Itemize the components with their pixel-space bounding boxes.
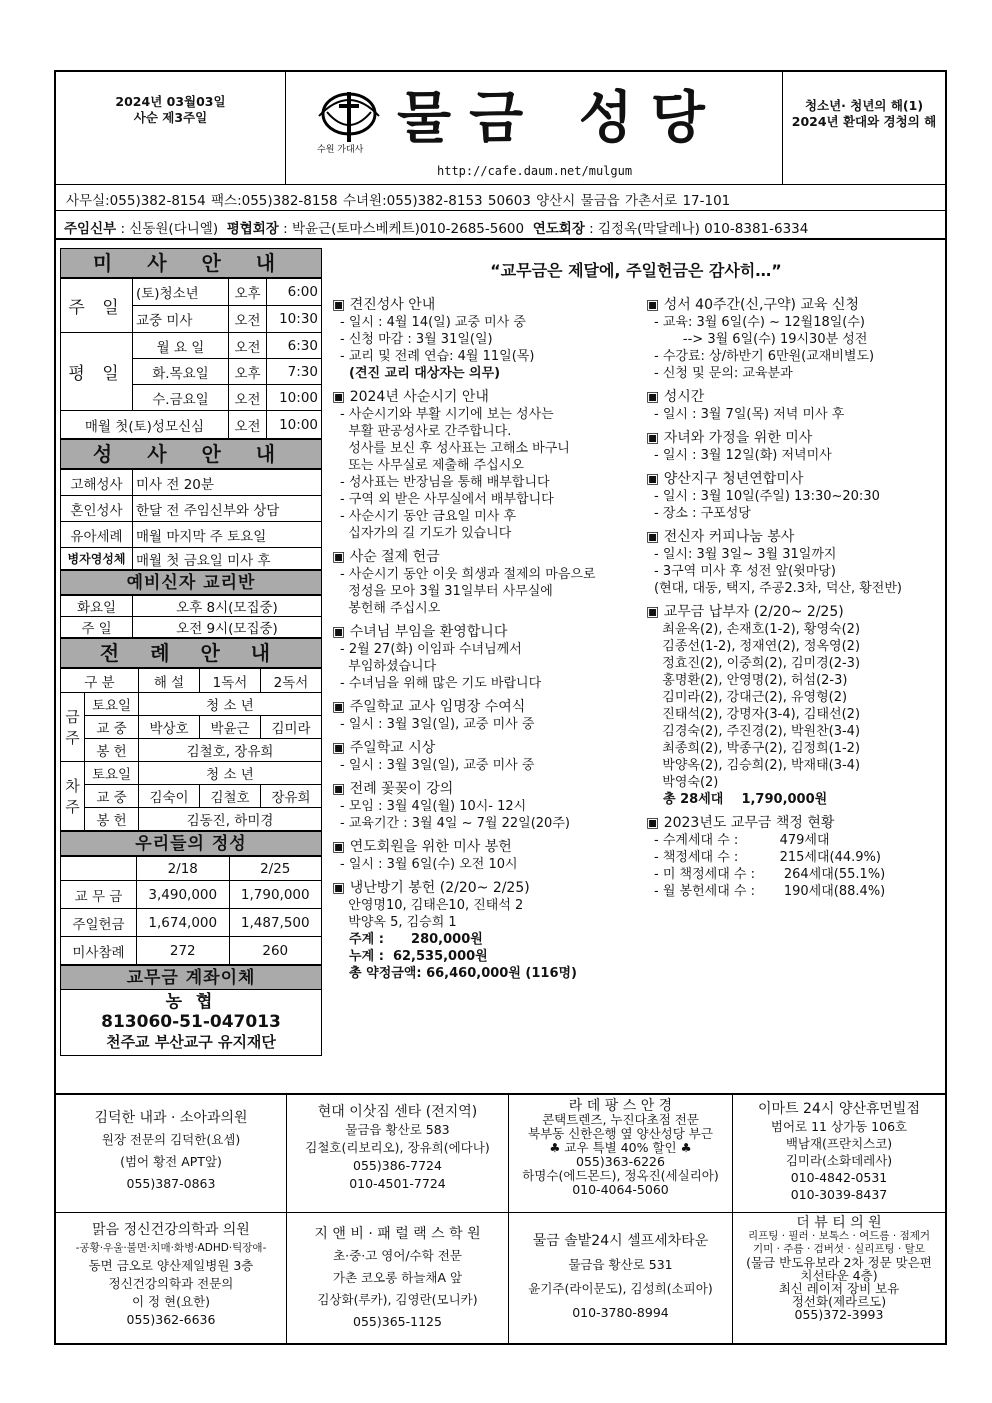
mass-day: 월 요 일	[133, 333, 229, 359]
ad-box	[509, 1213, 733, 1345]
year-theme-1: 청소년· 청년의 해(1)	[804, 98, 924, 113]
ad-line: 055)363-6226	[576, 1154, 665, 1169]
contact-line: 사무실:055)382-8154 팩스:055)382-8158 수녀원:055)382-8153 50603 양산시 물금읍 가촌서로 17-101	[56, 185, 945, 211]
liturgy-heading: 전 례 안 내	[60, 638, 322, 668]
notice-block	[332, 838, 632, 873]
mass-schedule-table	[60, 278, 322, 439]
bank-name: 농 협	[165, 992, 217, 1012]
sacrament-name: 혼인성사	[61, 496, 133, 522]
ad-line: 055)386-7724	[353, 1158, 442, 1173]
liturgy-assignee: 박상호	[139, 716, 200, 739]
ad-line: 백남재(프란치스코)	[785, 1136, 893, 1151]
sacrament-info: 한달 전 주임신부와 상담	[133, 496, 322, 522]
notice-title: ▣ 견진성사 안내	[332, 296, 632, 314]
notice-line: (현대, 대동, 택지, 주공2.3차, 덕산, 황전반)	[654, 581, 902, 596]
notice-title: ▣ 성서 40주간(신,구약) 교육 신청	[646, 296, 946, 314]
ad-line: 윤기주(라이문도), 김성희(소피아)	[528, 1281, 713, 1296]
mass-ampm: 오후	[229, 359, 267, 385]
notice-block	[332, 698, 632, 733]
liturgy-assignee: 청 소 년	[139, 693, 322, 716]
notice-line: 성사를 보신 후 성사표는 고해소 바구니	[340, 441, 570, 456]
sacrament-name: 고해성사	[61, 470, 133, 496]
ad-line: 맑음 정신건강의학과 의원	[92, 1222, 250, 1238]
ad-box	[56, 1213, 287, 1345]
ad-line: 현대 이삿짐 센타 (전지역)	[317, 1104, 478, 1120]
sacrament-heading: 성 사 안 내	[60, 439, 322, 469]
ad-line: 치선타운 4층)	[800, 1268, 878, 1283]
ad-line: 010-4501-7724	[349, 1176, 446, 1191]
notice-line: - 신청 마감 : 3월 31일(일)	[340, 332, 493, 347]
notice-title: ▣ 성시간	[646, 388, 946, 406]
notice-line: 십자가의 길 기도가 있습니다	[340, 526, 512, 541]
notice-line: - 일시 : 3월 3일(일), 교중 미사 중	[340, 717, 535, 732]
notice-line: - 장소 : 구포성당	[654, 506, 751, 521]
mass-time: 10:00	[267, 411, 322, 439]
notice-block	[646, 528, 946, 597]
account-heading: 교무금 계좌이체	[60, 965, 322, 990]
first-saturday-label: 매월 첫(토)성모신심	[61, 411, 229, 439]
offering-amount: 1,790,000	[229, 881, 322, 909]
ad-box	[287, 1095, 509, 1213]
class-time: 오전 9시(모집중)	[133, 617, 322, 638]
account-number: 813060-51-047013	[101, 1012, 281, 1032]
offering-label: 교 무 금	[61, 881, 137, 909]
notice-line: - 구역 외 받은 사무실에서 배부합니다	[340, 492, 554, 507]
notice-block	[646, 603, 946, 808]
mass-ampm: 오후	[229, 279, 267, 306]
notice-line: - 미 책정세대 수 : 264세대(55.1%)	[654, 867, 886, 882]
notice-block	[332, 879, 632, 982]
sacrament-info: 미사 전 20분	[133, 470, 322, 496]
notice-line: 김경숙(2), 주진경(2), 박원찬(3-4)	[654, 724, 861, 739]
notice-line: - 일시 : 3월 3일(일), 교중 미사 중	[340, 758, 535, 773]
logo-text: 수원 가대사	[317, 145, 364, 155]
notice-line: (견진 교리 대상자는 의무)	[340, 366, 501, 381]
notice-block	[332, 388, 632, 542]
notice-line: 최종희(2), 박종구(2), 김정희(1-2)	[654, 741, 861, 756]
liturgy-assignee: 김철호	[200, 785, 261, 808]
sacrament-name: 병자영성체	[61, 548, 133, 570]
notice-line: 박양옥 5, 김승희 1	[340, 915, 457, 930]
bulletin-page	[54, 70, 947, 1345]
notice-line: 총 28세대 1,790,000원	[654, 792, 828, 807]
notice-line: 총 약정금액: 66,460,000원 (116명)	[340, 966, 577, 981]
notice-line: - 사순시기와 부활 시기에 보는 성사는	[340, 407, 554, 422]
notice-title: ▣ 냉난방기 봉헌 (2/20~ 2/25)	[332, 879, 632, 897]
notice-line: - 3구역 미사 후 성전 앞(윗마당)	[654, 564, 836, 579]
catechumen-heading: 예비신자 교리반	[60, 570, 322, 595]
sacrament-name: 유아세례	[61, 522, 133, 548]
mass-ampm: 오전	[229, 385, 267, 411]
notice-block	[332, 296, 632, 382]
liturgy-row-label: 토요일	[85, 762, 139, 785]
offering-label: 미사참례	[61, 937, 137, 965]
liturgy-col-head: 구 분	[61, 669, 139, 693]
officer-name: : 박윤근(토마스베케트)010-2685-5600	[278, 221, 525, 237]
notice-line: - 일시 : 3월 6일(수) 오전 10시	[340, 857, 518, 872]
notice-line: - 일시: 3월 3일~ 3월 31일까지	[654, 547, 837, 562]
ad-line: 010-3780-8994	[572, 1305, 669, 1320]
ad-box	[56, 1095, 287, 1213]
ad-line: 김덕한 내과 · 소아과의원	[94, 1110, 248, 1126]
ad-line: 이마트 24시 양산휴먼빌점	[758, 1101, 920, 1117]
notice-line: 주계 : 280,000원	[340, 932, 483, 947]
notice-line: - 일시 : 4월 14(일) 교중 미사 중	[340, 315, 526, 330]
mass-time: 7:30	[267, 359, 322, 385]
mass-time: 6:00	[267, 279, 322, 306]
notice-block	[332, 548, 632, 617]
liturgy-assignee: 김숙이	[139, 785, 200, 808]
offering-amount: 272	[137, 937, 230, 965]
sacrament-info: 매월 첫 금요일 미사 후	[133, 548, 322, 570]
ad-line: 055)372-3993	[794, 1307, 884, 1322]
notice-line: - 책정세대 수 : 215세대(44.9%)	[654, 850, 881, 865]
notice-line: 부활 판공성사로 간주합니다.	[340, 424, 512, 439]
officers-line	[56, 212, 945, 240]
ad-line: 010-4064-5060	[572, 1182, 669, 1197]
offering-date: 2/25	[229, 857, 322, 881]
class-day: 주 일	[61, 617, 133, 638]
offering-table	[60, 856, 322, 965]
ad-line: (범어 황전 APT앞)	[120, 1154, 222, 1169]
ad-line: 055)365-1125	[353, 1314, 442, 1329]
liturgy-assignee: 김철호, 장유희	[139, 739, 322, 762]
notice-line: 정효진(2), 이중희(2), 김미경(2-3)	[654, 656, 861, 671]
mass-time: 10:30	[267, 306, 322, 333]
notice-title: ▣ 양산지구 청년연합미사	[646, 470, 946, 488]
ad-line: ♣ 교우 특별 40% 할인 ♣	[549, 1140, 692, 1155]
mass-ampm: 오전	[229, 333, 267, 359]
liturgy-row-label: 교 중	[85, 785, 139, 808]
notice-block	[646, 429, 946, 464]
liturgy-row-label: 토요일	[85, 693, 139, 716]
weekday-label: 평 일	[61, 333, 133, 411]
notice-line: 홍명환(2), 안영명(2), 허섬(2-3)	[654, 673, 848, 688]
notice-line: - 수녀님을 위해 많은 기도 바랍니다	[340, 676, 542, 691]
notice-line: - 일시 : 3월 7일(목) 저녁 미사 후	[654, 407, 845, 422]
ad-box	[733, 1213, 945, 1345]
liturgy-assignee: 김미라	[261, 716, 322, 739]
notice-line: 박영숙(2)	[654, 775, 719, 790]
offering-corner	[61, 857, 137, 881]
notice-title: ▣ 수녀님 부임을 환영합니다	[332, 623, 632, 641]
liturgy-col-head: 2독서	[261, 669, 322, 693]
sacrament-table	[60, 469, 322, 570]
ad-line: 010-4842-0531	[790, 1170, 888, 1185]
notice-block	[646, 296, 946, 382]
offering-amount: 260	[229, 937, 322, 965]
notice-line: - 일시 : 3월 12일(화) 저녁미사	[654, 448, 832, 463]
notice-line: - 신청 및 문의: 교육분과	[654, 366, 793, 381]
notice-title: ▣ 교무금 납부자 (2/20~ 2/25)	[646, 603, 946, 621]
notices-column-2	[646, 296, 946, 906]
offering-heading: 우리들의 정성	[60, 831, 322, 856]
account-holder: 천주교 부산교구 유지재단	[106, 1033, 276, 1051]
notice-title: ▣ 사순 절제 헌금	[332, 548, 632, 566]
ad-box	[733, 1095, 945, 1213]
ad-line: 원장 전문의 김덕한(요셉)	[101, 1132, 241, 1147]
notice-title: ▣ 주일학교 시상	[332, 739, 632, 757]
notice-line: 정성을 모아 3월 31일부터 사무실에	[340, 584, 553, 599]
ad-line: 가촌 코오롱 하늘채A 앞	[332, 1270, 463, 1285]
mass-day: 수.금요일	[133, 385, 229, 411]
ad-line: 지 앤 비 · 패 럴 랙 스 학 원	[314, 1226, 481, 1242]
liturgy-assignee: 청 소 년	[139, 762, 322, 785]
ad-line: 범어로 11 상가동 106호	[770, 1119, 908, 1134]
notice-line: - 교육기간 : 3월 4일 ~ 7월 22일(20주)	[340, 816, 570, 831]
notice-line: - 2월 27(화) 이임파 수녀님께서	[340, 642, 522, 657]
ad-line: 리프팅 · 필러 · 보톡스 · 여드름 · 점제거	[747, 1230, 931, 1242]
notice-title: ▣ 자녀와 가정을 위한 미사	[646, 429, 946, 447]
liturgy-col-head: 해 설	[139, 669, 200, 693]
ad-line: 콘택트렌즈, 누진다초점 전문	[542, 1112, 699, 1127]
notice-block	[646, 814, 946, 900]
sacrament-info: 매월 마지막 주 토요일	[133, 522, 322, 548]
ad-line: 북부동 신한은행 옆 양산성당 부근	[528, 1126, 713, 1141]
notice-title: ▣ 2024년 사순시기 안내	[332, 388, 632, 406]
offering-amount: 3,490,000	[137, 881, 230, 909]
notice-line: 박양옥(2), 김승희(2), 박재태(3-4)	[654, 758, 861, 773]
liturgy-table	[60, 668, 322, 831]
liturgy-assignee: 장유희	[261, 785, 322, 808]
mass-schedule-heading: 미 사 안 내	[60, 248, 322, 278]
year-theme-2: 2024년 환대와 경청의 해	[791, 114, 937, 129]
notice-block	[332, 780, 632, 832]
date-box	[56, 72, 286, 185]
account-box	[60, 990, 322, 1056]
officer-role: 평협회장	[226, 221, 279, 237]
mass-time: 10:00	[267, 385, 322, 411]
notice-title: ▣ 2023년도 교무금 책정 현황	[646, 814, 946, 832]
liturgy-col-head: 1독서	[200, 669, 261, 693]
notice-line: 누계 : 62,535,000원	[340, 949, 488, 964]
mass-day: (토)청소년	[133, 279, 229, 306]
liturgical-season: 사순 제3주일	[133, 110, 208, 125]
ad-line: 더 뷰 티 의 원	[796, 1215, 882, 1231]
notice-line: - 사순시기 동안 금요일 미사 후	[340, 509, 517, 524]
notice-line: - 모임 : 3월 4일(월) 10시- 12시	[340, 799, 527, 814]
notice-block	[646, 388, 946, 423]
notice-line: - 수강료: 상/하반기 6만원(교재비별도)	[654, 349, 875, 364]
ad-box	[287, 1213, 509, 1345]
cafe-url[interactable]: http://cafe.daum.net/mulgum	[437, 164, 633, 178]
notice-line: - 사순시기 동안 이웃 희생과 절제의 마음으로	[340, 567, 596, 582]
next-week-label: 차 주	[61, 762, 85, 831]
notice-line: 최윤옥(2), 손재호(1-2), 황영숙(2)	[654, 622, 861, 637]
ad-line: 정신건강의학과 전문의	[108, 1276, 234, 1291]
ad-line: 물금 솔밭24시 셀프세차타운	[532, 1233, 709, 1249]
ad-line: 동면 금오로 양산제일병원 3층	[88, 1258, 254, 1273]
notice-line: 부임하셨습니다	[340, 659, 437, 674]
notices-column-1	[332, 296, 632, 988]
ads-area	[56, 1093, 945, 1343]
year-theme-box	[782, 72, 945, 185]
class-time: 오후 8시(모집중)	[133, 596, 322, 617]
notice-line: --> 3월 6일(수) 19시30분 성전	[654, 332, 868, 347]
ad-line: 하명수(에드몬드), 정옥진(세실리아)	[522, 1168, 719, 1183]
notice-line: - 성사표는 반장님을 통해 배부합니다	[340, 475, 550, 490]
offering-amount: 1,487,500	[229, 909, 322, 937]
liturgy-row-label: 봉 헌	[85, 739, 139, 762]
ad-line: 김철호(리보리오), 장유희(에다나)	[305, 1140, 490, 1155]
notice-title: ▣ 전례 꽃꽂이 강의	[332, 780, 632, 798]
notice-block	[332, 623, 632, 692]
notice-line: 김미라(2), 강대근(2), 유영형(2)	[654, 690, 848, 705]
officer-name: : 신동원(다니엘)	[116, 221, 219, 237]
notice-title: ▣ 전신자 커피나눔 봉사	[646, 528, 946, 546]
liturgy-row-label: 교 중	[85, 716, 139, 739]
mass-day: 교중 미사	[133, 306, 229, 333]
ad-line: 라 데 팡 스 안 경	[568, 1098, 673, 1114]
ad-line: 010-3039-8437	[790, 1187, 888, 1202]
notice-line: - 일시 : 3월 10일(주일) 13:30~20:30	[654, 489, 880, 504]
ad-line: 물금읍 황산로 583	[345, 1122, 450, 1137]
notice-line: - 교육: 3월 6일(수) ~ 12월18일(수)	[654, 315, 866, 330]
officer-role: 주임신부	[64, 221, 117, 237]
headline: “교무금은 제달에, 주일헌금은 감사히…”	[490, 261, 782, 280]
notice-line: 김종선(1-2), 정재연(2), 정옥영(2)	[654, 639, 861, 654]
notice-title: ▣ 주일학교 교사 임명장 수여식	[332, 698, 632, 716]
mass-day: 화.목요일	[133, 359, 229, 385]
catechumen-table	[60, 595, 322, 638]
ad-line: 김상화(루카), 김영란(모니카)	[317, 1292, 478, 1307]
notice-line: - 월 봉헌세대 수 : 190세대(88.4%)	[654, 884, 886, 899]
ad-line: (물금 반도유보라 2차 정문 맞은편	[746, 1255, 932, 1270]
ad-line: 055)387-0863	[126, 1176, 216, 1191]
left-column	[60, 248, 322, 1056]
notice-block	[646, 470, 946, 522]
officer-name: : 김정옥(막달레나) 010-8381-6334	[584, 221, 809, 237]
officer-role: 연도회장	[532, 221, 585, 237]
notice-line: - 교리 및 전례 연습: 4월 11일(목)	[340, 349, 535, 364]
ad-line: 이 정 현(요한)	[131, 1294, 211, 1309]
notice-line: - 수계세대 수 : 479세대	[654, 833, 830, 848]
liturgy-assignee: 김동진, 하미경	[139, 808, 322, 831]
issue-date: 2024년 03월03일	[115, 94, 226, 109]
ad-line: -공황·우울·불면·치매·화병·ADHD·틱장애-	[75, 1242, 267, 1254]
mass-ampm: 오전	[229, 306, 267, 333]
offering-label: 주일헌금	[61, 909, 137, 937]
class-day: 화요일	[61, 596, 133, 617]
ad-line: 최신 레이저 장비 보유	[778, 1281, 900, 1296]
ad-line: 김미라(소화데레사)	[785, 1153, 893, 1168]
offering-date: 2/18	[137, 857, 230, 881]
notices-area	[332, 248, 940, 1093]
notice-line: 진태석(2), 강명자(3-4), 김태선(2)	[654, 707, 861, 722]
liturgy-assignee: 박윤근	[200, 716, 261, 739]
parish-title: 물금 성당	[397, 85, 723, 151]
offering-amount: 1,674,000	[137, 909, 230, 937]
mass-time: 6:30	[267, 333, 322, 359]
notice-line: 봉헌해 주십시오	[340, 601, 441, 616]
notice-line: 안영명10, 김태은10, 진태석 2	[340, 898, 524, 913]
notice-block	[332, 739, 632, 774]
ad-line: 물금읍 황산로 531	[568, 1257, 673, 1272]
title-box	[287, 72, 781, 185]
mass-ampm: 오전	[229, 411, 267, 439]
ad-line: 초·중·고 영어/수학 전문	[333, 1248, 462, 1263]
bulletin-header	[56, 72, 945, 185]
notice-title: ▣ 연도회원을 위한 미사 봉헌	[332, 838, 632, 856]
ad-line: 기미 · 주름 · 검버섯 · 실리프팅 · 탈모	[753, 1243, 925, 1255]
sunday-label: 주 일	[61, 279, 133, 333]
parish-logo-icon	[309, 86, 393, 156]
ad-box	[509, 1095, 733, 1213]
notice-line: 또는 사무실로 제출해 주십시오	[340, 458, 524, 473]
liturgy-row-label: 봉 헌	[85, 808, 139, 831]
ad-line: 정선화(제라르도)	[791, 1294, 887, 1309]
ad-line: 055)362-6636	[126, 1312, 216, 1327]
this-week-label: 금 주	[61, 693, 85, 762]
